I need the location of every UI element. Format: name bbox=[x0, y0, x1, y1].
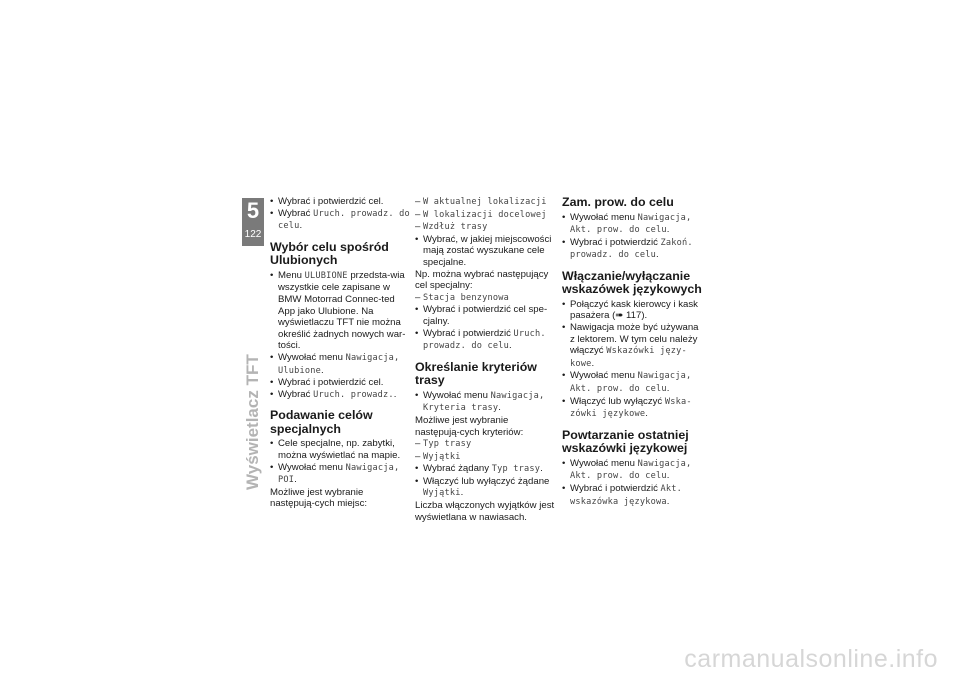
paragraph: Możliwe jest wybranie następują-cych miejsc: bbox=[270, 486, 368, 510]
list-item: • Wywołać menu Nawigacja, Ulubione. bbox=[270, 352, 410, 377]
list-item: • Wybrać, w jakiej miejscowości mają zostać wyszukane cele specjalne. bbox=[415, 234, 555, 269]
dash-item: – Typ trasy bbox=[415, 438, 555, 451]
paragraph: Możliwe jest wybranie następują-cych kryteriów: bbox=[415, 414, 524, 438]
section-heading: Zam. prow. do celu bbox=[562, 195, 674, 209]
list-item: • Menu ULUBIONE przedsta-wia wszystkie cele zapisane w BMW Motorrad Connec-ted App jako Ulubione. Na wyświetlaczu TFT nie można określić żadnych nowych war-tości. bbox=[270, 270, 410, 352]
list-item: • Wywołać menu Nawigacja, Kryteria trasy. bbox=[415, 390, 555, 415]
column-2 bbox=[415, 196, 555, 523]
list-item: • Wybrać Uruch. prowadz.. bbox=[270, 389, 410, 402]
list-item: • Wybrać i potwierdzić Zakoń. prowadz. do celu. bbox=[562, 237, 702, 262]
chapter-number: 5 bbox=[246, 198, 260, 223]
list-item: • Wybrać żądany Typ trasy. bbox=[415, 463, 555, 476]
list-item: • Wybrać i potwierdzić Uruch. prowadz. do celu. bbox=[415, 328, 555, 353]
dash-item: – W lokalizacji docelowej bbox=[415, 209, 555, 222]
column-1 bbox=[270, 196, 410, 510]
list-item: • Cele specjalne, np. zabytki, można wyświetlać na mapie. bbox=[270, 438, 410, 461]
list-item: • Nawigacja może być używana z lektorem. W tym celu należy włączyć Wskazówki języ-kowe. bbox=[562, 322, 702, 370]
list-item: • Włączyć lub wyłączyć Wska-zówki językowe. bbox=[562, 396, 702, 421]
list-item: • Wybrać i potwierdzić cel spe-cjalny. bbox=[415, 304, 555, 327]
paragraph: Np. można wybrać następujący cel specjalny: bbox=[415, 268, 549, 292]
dash-item: – Stacja benzynowa bbox=[415, 292, 555, 305]
column-3 bbox=[562, 196, 702, 508]
section-heading: Włączanie/wyłączanie wskazówek językowych bbox=[562, 268, 702, 297]
side-chapter-title: Wyświetlacz TFT bbox=[243, 354, 262, 490]
chapter-tab bbox=[242, 198, 264, 246]
list-item: • Wywołać menu Nawigacja, Akt. prow. do celu. bbox=[562, 370, 702, 395]
dash-item: – W aktualnej lokalizacji bbox=[415, 196, 555, 209]
list-item: • Wybrać i potwierdzić cel. bbox=[270, 196, 410, 208]
list-item: • Wybrać i potwierdzić cel. bbox=[270, 377, 410, 389]
page-number: 122 bbox=[244, 229, 262, 240]
list-item: • Wybrać Uruch. prowadz. do celu. bbox=[270, 208, 410, 233]
list-item: • Połączyć kask kierowcy i kask pasażera (➠ 117). bbox=[562, 299, 702, 322]
list-item: • Wywołać menu Nawigacja, POI. bbox=[270, 462, 410, 487]
list-item: • Wybrać i potwierdzić Akt. wskazówka językowa. bbox=[562, 483, 702, 508]
section-heading: Powtarzanie ostatniej wskazówki językowej bbox=[562, 427, 689, 456]
section-heading: Wybór celu spośród Ulubionych bbox=[270, 239, 389, 268]
list-item: • Włączyć lub wyłączyć żądane Wyjątki. bbox=[415, 476, 555, 500]
watermark: carmanualsonline.info bbox=[684, 645, 938, 673]
list-item: • Wywołać menu Nawigacja, Akt. prow. do celu. bbox=[562, 212, 702, 237]
section-heading: Określanie kryteriów trasy bbox=[415, 359, 537, 388]
section-heading: Podawanie celów specjalnych bbox=[270, 408, 373, 436]
list-item: • Wywołać menu Nawigacja, Akt. prow. do celu. bbox=[562, 458, 702, 483]
dash-item: – Wzdłuż trasy bbox=[415, 221, 555, 234]
dash-item: – Wyjątki bbox=[415, 451, 555, 464]
paragraph: Liczba włączonych wyjątków jest wyświetlana w nawiasach. bbox=[415, 500, 555, 523]
